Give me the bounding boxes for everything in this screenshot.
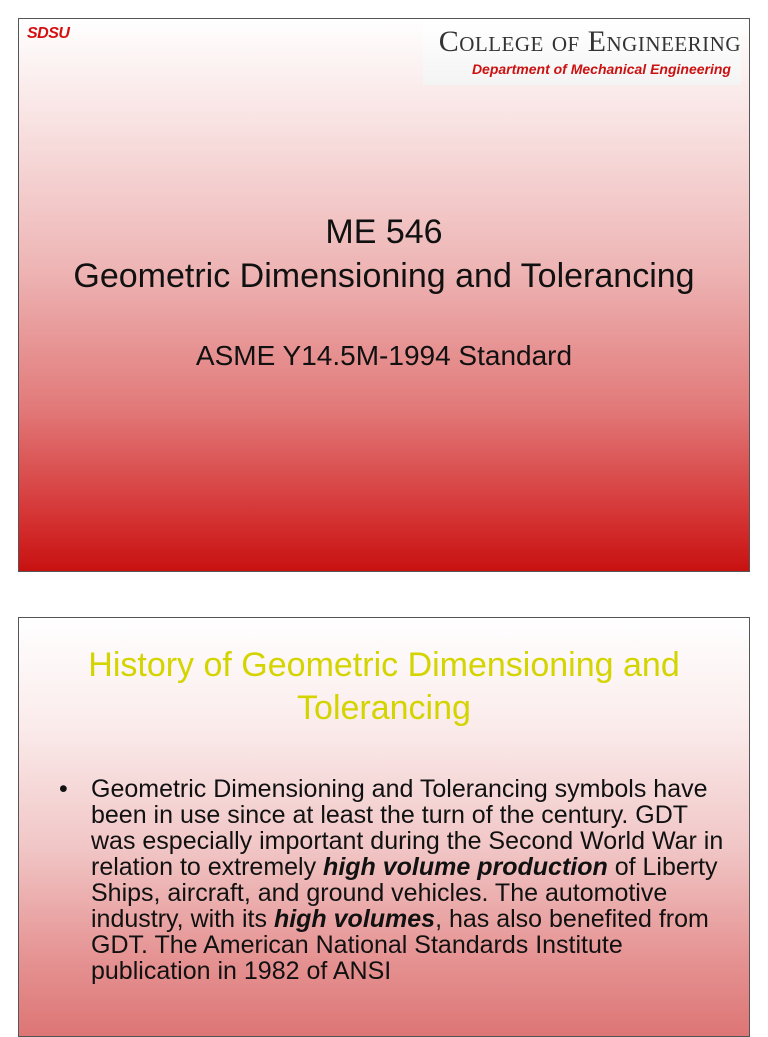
standard-subtitle: ASME Y14.5M-1994 Standard bbox=[195, 340, 573, 371]
course-code: ME 546 bbox=[325, 213, 443, 251]
history-slide bbox=[18, 617, 750, 1037]
title-slide bbox=[18, 18, 750, 572]
history-slide-title: History of Geometric Dimensioning and Tolerancing bbox=[88, 646, 680, 727]
list-item bbox=[59, 776, 727, 984]
emphasis-high-volume-production: high volume production bbox=[323, 853, 608, 881]
department-name: Department of Mechanical Engineering bbox=[471, 61, 731, 77]
college-name: College of Engineering bbox=[438, 25, 741, 58]
course-title: Geometric Dimensioning and Tolerancing bbox=[73, 257, 695, 295]
college-header bbox=[423, 23, 741, 85]
sdsu-logo: SDSU bbox=[27, 25, 70, 42]
emphasis-high-volumes: high volumes bbox=[273, 905, 436, 933]
bullet-icon: • bbox=[59, 775, 68, 803]
history-bullet-list bbox=[59, 776, 727, 984]
bullet-text: Geometric Dimensioning and Tolerancing symbols have been in use since at least the turn of the century. GDT was especially important during the Second World War in relation to extremely high volume production of Liberty Ships, aircraft, and ground vehicles. The automotive industry, with its high volumes, has also benefited from GDT. The American National Standards Institute publication in 1982 of ANSI bbox=[91, 775, 724, 985]
